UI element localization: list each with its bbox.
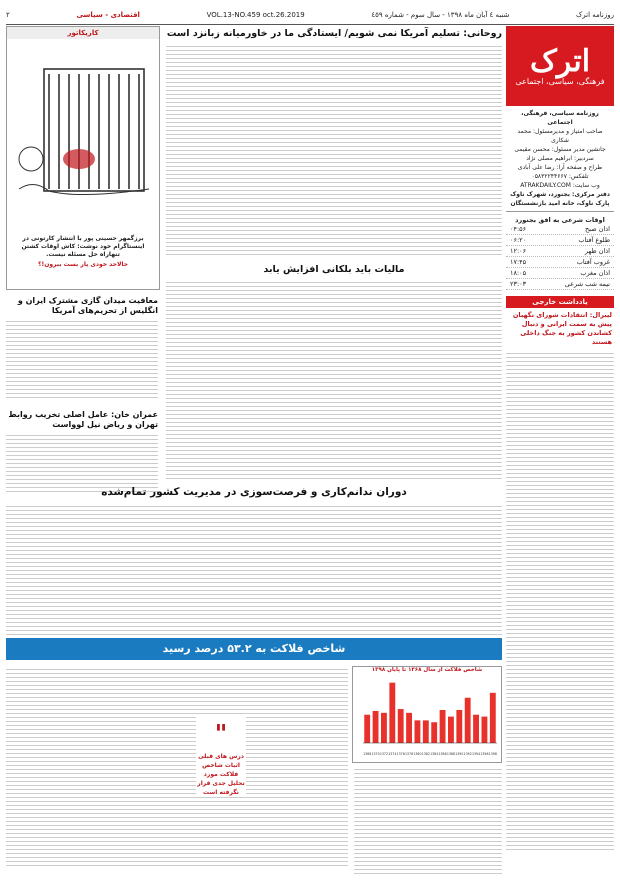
- top-article-title: روحانی: تسلیم آمریکا نمی شویم/ ایستادگی ما در خاورمیانه زبانزد است: [166, 28, 502, 39]
- chart-bar: [448, 717, 454, 743]
- info-line: طراح و صفحه آرا: رضا علی آبادی: [517, 164, 603, 171]
- chart-tick-label: 1376: [396, 752, 405, 756]
- chart-tick-label: 1384: [430, 752, 439, 756]
- info-line: سردبیر: ابراهیم مصلی نژاد: [526, 155, 594, 162]
- chart-tick-label: 1372: [379, 752, 388, 756]
- chart-tick-label: 1398: [488, 752, 497, 756]
- chart-tick-label: 1382: [421, 752, 430, 756]
- chart-bar: [440, 710, 446, 743]
- top-article-body-placeholder: [166, 43, 502, 258]
- wide-article-title: دوران ندانم‌کاری و فرصت‌سوزی در مدیریت کشور تمام‌شده: [101, 486, 407, 498]
- chart-tick-label: 1386: [438, 752, 447, 756]
- header-date: شنبه ٤ آبان ماه ١٣٩٨ - سال سوم - شماره ٤٥٩: [371, 11, 510, 19]
- prayer-row: [506, 235, 614, 246]
- chart-bar: [456, 710, 462, 743]
- left-article-2: [6, 410, 158, 492]
- info-line: جانشین مدیر مسئول: محسن مقیمی: [514, 146, 606, 153]
- chart-bar: [490, 693, 496, 743]
- chart-tick-label: 1368: [363, 752, 372, 756]
- prayer-label: اذان مغرب: [580, 269, 610, 277]
- info-line: پارک ناوک، خانه امید بازنشستگان: [510, 200, 610, 207]
- chart-tick-label: 1370: [371, 752, 380, 756]
- prayer-row: [506, 279, 614, 290]
- info-line: صاحب امتیاز و مدیرمسئول: محمد شکاری: [517, 128, 603, 144]
- sidebar: [506, 26, 614, 879]
- chart-tick-label: 1380: [413, 752, 422, 756]
- chart-tick-label: 1396: [480, 752, 489, 756]
- chart-bar: [373, 711, 379, 743]
- prayer-row: [506, 246, 614, 257]
- cartoon-box: [6, 26, 160, 290]
- prayer-row: [506, 224, 614, 235]
- note-heading: یادداشت خارجی: [506, 296, 614, 308]
- logo-text: اترک: [529, 43, 591, 79]
- cartoon-subcaption: حالاحد خودی یار بست ببرون!؟: [37, 261, 129, 269]
- chart-bar: [423, 720, 429, 743]
- wide-article: [6, 486, 502, 653]
- publisher-info: [506, 106, 614, 212]
- chart-bar: [406, 713, 412, 743]
- header-paper: روزنامه اترک: [576, 11, 614, 19]
- chart-tick-label: 1394: [472, 752, 481, 756]
- page-header: [6, 6, 614, 25]
- chart-tick-label: 1392: [463, 752, 472, 756]
- header-section: اقتصادی - سیاسی: [76, 11, 140, 19]
- prayer-label: نیمه شب شرعی: [564, 280, 610, 288]
- header-vol: VOL.13-NO.459 oct.26.2019: [206, 11, 305, 19]
- info-line: تلفکس: ۰۵۸۳۲۲۴۴۶۶۷: [531, 173, 589, 180]
- quote-mark-icon: ": [214, 719, 228, 748]
- prayer-value: ۲۳:۰۳: [510, 280, 527, 288]
- middle-article-body-placeholder: [166, 279, 502, 479]
- prayer-row: [506, 257, 614, 268]
- chart-bar: [415, 720, 421, 743]
- prayer-value: ۰۴:۵۶: [510, 225, 527, 233]
- left-article-1: [6, 296, 158, 398]
- prayer-label: اذان ظهر: [584, 247, 610, 255]
- chart-bar: [381, 713, 387, 743]
- cartoon-title: کاریکاتور: [7, 27, 159, 39]
- cartoon-illustration: [9, 39, 159, 229]
- chart-bar: [465, 698, 471, 743]
- wide-article-body-placeholder: [6, 503, 502, 653]
- prayer-value: ۱۲:۰۶: [510, 247, 527, 255]
- chart-svg: [355, 673, 501, 757]
- chart-bar: [364, 715, 370, 743]
- top-article: [166, 28, 502, 258]
- misery-index-chart: [352, 666, 502, 763]
- chart-bar: [389, 683, 395, 743]
- chart-tick-label: 1390: [455, 752, 464, 756]
- main-column: [6, 26, 502, 879]
- header-page-number: ٢: [6, 11, 10, 19]
- note-lead: لیبرال: انتقادات شورای نگهبان پیش به سمت ایرانی و دنبال کشاندن کشور به جنگ داخلی هستند: [512, 311, 612, 347]
- bottom-banner: شاخص فلاکت به ۵۳.۲ درصد رسید: [6, 638, 502, 660]
- prayer-value: ۰۶:۲۰: [510, 236, 527, 244]
- pull-quote: [196, 716, 246, 797]
- cartoon-caption: برزگمهر حسینی پور با انتشار کارتونی در اینستاگرام خود نوشت: کاش اوقات کشتن تنهاراه حل مسئله نیست.: [21, 235, 145, 259]
- note-body-placeholder: [506, 350, 614, 850]
- info-line: دفتر مرکزی: بجنورد، شهرک ناوک: [510, 191, 610, 198]
- prayer-label: غروب آفتاب: [576, 258, 610, 266]
- prayer-times: [506, 216, 614, 290]
- chart-bar: [398, 709, 404, 743]
- left-article-1-body-placeholder: [6, 318, 158, 398]
- prayer-row: [506, 268, 614, 279]
- prayer-label: طلوع آفتاب: [578, 236, 610, 244]
- info-line: وب سایت: ATRAKDAILY.COM: [520, 182, 600, 189]
- chart-tick-label: 1374: [388, 752, 397, 756]
- prayer-times-title: اوقات شرعی به افق بجنورد: [515, 216, 605, 224]
- left-article-2-body-placeholder: [6, 432, 158, 492]
- masthead-logo: [506, 26, 614, 106]
- chart-bar: [473, 715, 479, 743]
- bottom-left-article: [354, 766, 502, 876]
- prayer-value: ۱۷:۴۵: [510, 258, 527, 266]
- chart-title: شاخص فلاکت از سال ۱۳۶۸ تا پایان ۱۳۹۸: [371, 667, 483, 673]
- chart-tick-label: 1388: [446, 752, 455, 756]
- prayer-label: اذان صبح: [584, 225, 610, 233]
- middle-article: [166, 264, 502, 479]
- info-line: روزنامه سیاسی، فرهنگی، اجتماعی: [521, 110, 599, 126]
- quote-text: درس های قبلی اثبات شاخص فلاکت مورد تحلیل جدی قرار نگرفته است: [197, 753, 245, 796]
- chart-bar: [431, 722, 437, 743]
- chart-tick-label: 1378: [405, 752, 414, 756]
- bottom-article-body: [6, 666, 348, 866]
- middle-article-title: مالیات باید بلکانی افزایش یابد: [263, 264, 405, 275]
- chart-bar: [482, 717, 488, 743]
- left-article-1-title: معافیت میدان گازی مشترک ایران و انگلیس از تحریم‌های آمریکا: [17, 296, 158, 315]
- prayer-value: ۱۸:۰۵: [510, 269, 527, 277]
- left-article-2-title: عمران خان: عامل اصلی تخریب روابط تهران و ریاض نیل لوواست: [8, 410, 158, 429]
- logo-tagline: فرهنگی، سیاسی، اجتماعی: [515, 76, 605, 86]
